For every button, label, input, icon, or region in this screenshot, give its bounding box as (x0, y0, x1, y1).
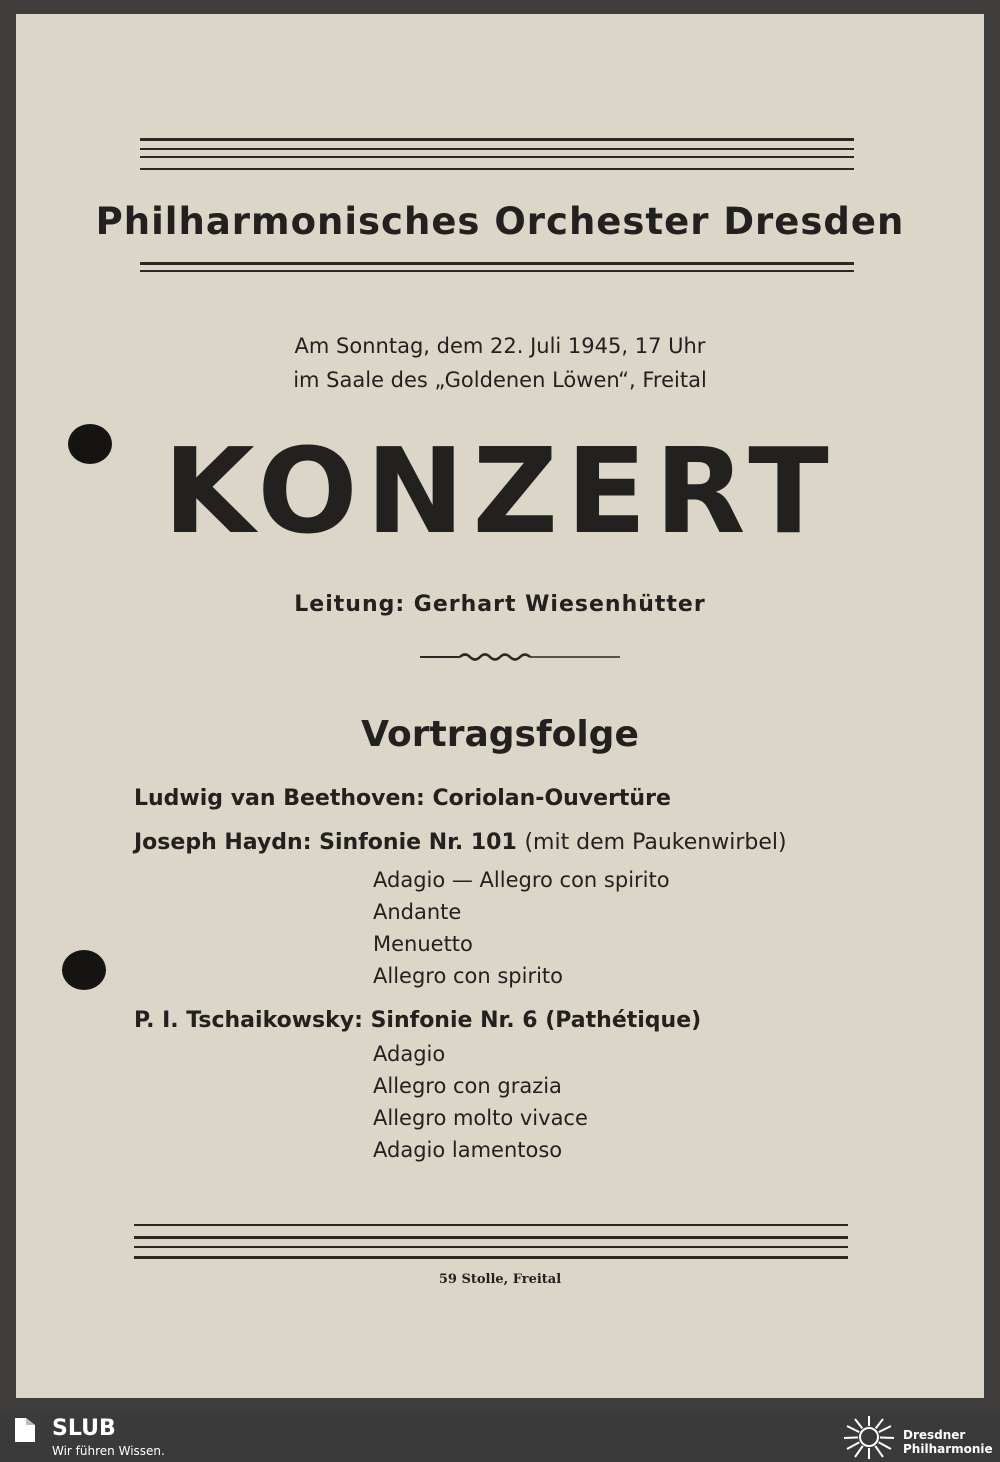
tschaikowsky-movement-1: Adagio (373, 1042, 446, 1066)
slub-logo-icon[interactable] (12, 1416, 38, 1444)
program-sheet (16, 14, 984, 1398)
program-order-heading: Vortragsfolge (361, 714, 639, 755)
top-rule-4 (140, 168, 854, 170)
venue-line: im Saale des „Goldenen Löwen“, Freital (293, 368, 707, 392)
haydn-movement-3: Menuetto (373, 932, 473, 956)
punch-hole-bottom (62, 950, 106, 990)
conductor-line: Leitung: Gerhart Wiesenhütter (294, 592, 706, 617)
item-haydn-note: (mit dem Paukenwirbel) (524, 830, 787, 855)
wavy-divider (420, 650, 620, 664)
top-rule-3 (140, 156, 854, 158)
orchestra-rule-2 (140, 270, 854, 272)
philharmonie-logo-line1: Dresdner (903, 1428, 966, 1442)
orchestra-rule-1 (140, 262, 854, 265)
tschaikowsky-movement-2: Allegro con grazia (373, 1074, 562, 1098)
concert-title: KONZERT (163, 422, 837, 560)
tschaikowsky-movement-4: Adagio lamentoso (373, 1138, 563, 1162)
haydn-movement-2: Andante (373, 900, 462, 924)
bottom-rule-2 (134, 1236, 848, 1239)
printer-imprint: 59 Stolle, Freital (438, 1272, 562, 1287)
bottom-rule-1 (134, 1224, 848, 1226)
haydn-movement-1: Adagio — Allegro con spirito (373, 868, 670, 892)
top-rule-1 (140, 138, 854, 141)
item-tschaikowsky: P. I. Tschaikowsky: Sinfonie Nr. 6 (Pathétique) (134, 1008, 702, 1033)
philharmonie-logo-text[interactable] (903, 1428, 993, 1456)
haydn-movement-4: Allegro con spirito (373, 964, 564, 988)
item-haydn (134, 830, 787, 855)
top-rule-2 (140, 148, 854, 150)
bottom-rule-4 (134, 1256, 848, 1259)
item-beethoven: Ludwig van Beethoven: Coriolan-Ouvertüre (134, 786, 671, 811)
tschaikowsky-movement-3: Allegro molto vivace (373, 1106, 588, 1130)
slub-logo-title[interactable]: SLUB (52, 1416, 116, 1441)
orchestra-name: Philharmonisches Orchester Dresden (95, 200, 905, 243)
bottom-rule-3 (134, 1246, 848, 1248)
date-line: Am Sonntag, dem 22. Juli 1945, 17 Uhr (294, 334, 706, 358)
philharmonie-sun-icon[interactable] (842, 1414, 896, 1460)
philharmonie-logo-line2: Philharmonie (903, 1442, 993, 1456)
item-haydn-work: Joseph Haydn: Sinfonie Nr. 101 (134, 830, 517, 855)
slub-tagline: Wir führen Wissen. (52, 1444, 165, 1458)
